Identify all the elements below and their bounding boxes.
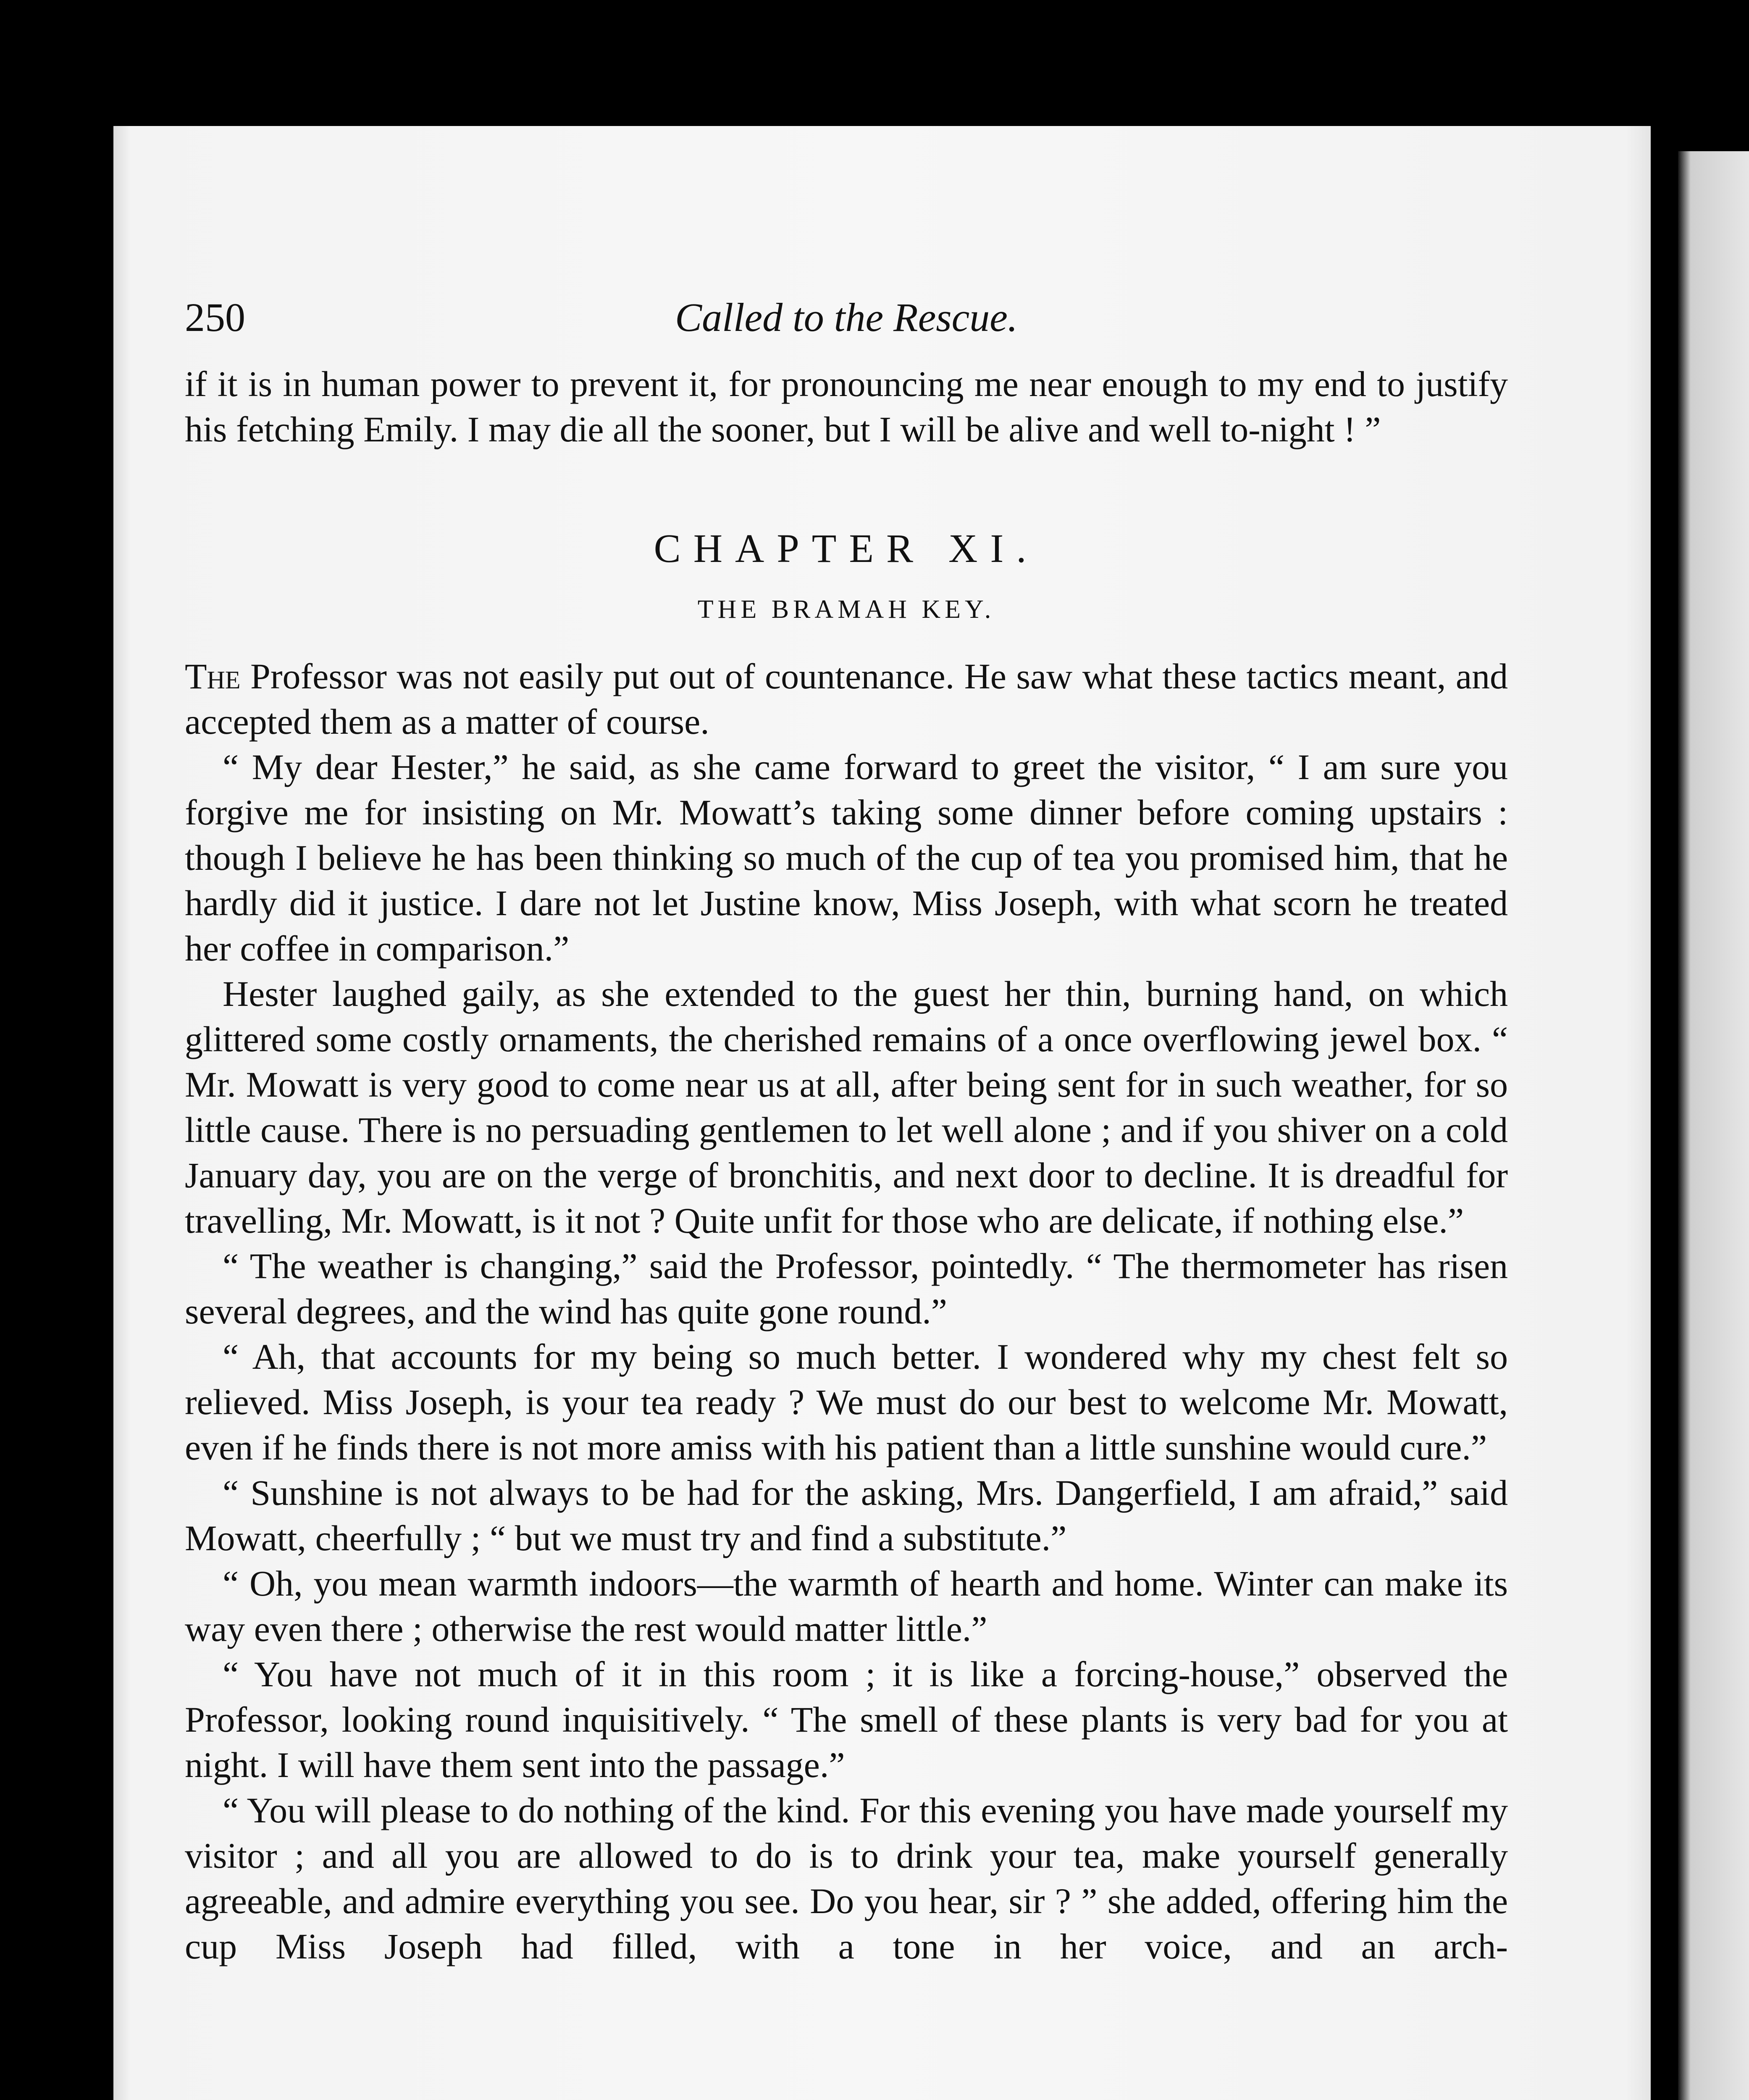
paragraph: “ You will please to do nothing of the kind. For this evening you have made yourself my visitor ; and all you are allowed to do is to drink your tea, make yourself generally agreeable, and admire everything you see. Do you hear, sir ? ” she added, offering him the cup Miss Joseph had filled, with a tone in her voice, and an arch- (185, 1790, 1508, 1966)
paragraph: “ You have not much of it in this room ; it is like a forcing-house,” observed the Professor, looking round inquisitively. “ The smell of these plants is very bad for you at night. I will have them sent into the passage.” (185, 1654, 1508, 1785)
paragraph: Hester laughed gaily, as she extended to the guest her thin, burning hand, on which glittered some costly ornaments, the cherished remains of a once overflowing jewel box. “ Mr. Mowatt is very good to come near us at all, after being sent for in such weather, for so little cause. There is no persuading gentlemen to let well alone ; and if you shiver on a cold January day, you are on the verge of bronchitis, and next door to decline. It is dreadful for travelling, Mr. Mowatt, is it not ? Quite unfit for those who are delicate, if nothing else.” (185, 974, 1508, 1241)
page-text (185, 294, 1508, 1969)
paragraph: “ Sunshine is not always to be had for the asking, Mrs. Dangerfield, I am afraid,” said Mowatt, cheerfully ; “ but we must try and find a substitute.” (185, 1473, 1508, 1558)
running-title: Called to the Rescue. (675, 295, 1018, 340)
paragraph-text: Professor was not easily put out of countenance. He saw what these tactics meant, and accepted them as a matter of course. (185, 656, 1508, 742)
opening-word: The (185, 656, 241, 696)
chapter-heading: CHAPTER XI. (654, 526, 1039, 571)
paragraph: “ Oh, you mean warmth indoors—the warmth of hearth and home. Winter can make its way even there ; otherwise the rest would matter little.” (185, 1563, 1508, 1649)
paragraph (185, 654, 1508, 744)
paragraph: “ The weather is changing,” said the Professor, pointedly. “ The thermometer has risen several degrees, and the wind has quite gone round.” (185, 1246, 1508, 1331)
page-number: 250 (185, 295, 245, 340)
paragraph: “ Ah, that accounts for my being so much better. I wondered why my chest felt so relieved. Miss Joseph, is your tea ready ? We must do our best to welcome Mr. Mowatt, even if he finds there is not more amiss with his patient than a little sunshine would cure.” (185, 1336, 1508, 1467)
paragraph: “ My dear Hester,” he said, as she came forward to greet the visitor, “ I am sure you forgive me for insisting on Mr. Mowatt’s taking some dinner before coming upstairs : though I believe he has been thinking so much of the cup of tea you promised him, that he hardly did it justice. I dare not let Justine know, Miss Joseph, with what scorn he treated her coffee in comparison.” (185, 747, 1508, 969)
chapter-subtitle: THE BRAMAH KEY. (697, 595, 995, 624)
next-page-edge (1678, 151, 1749, 2100)
continuation-paragraph: if it is in human power to prevent it, for pronouncing me near enough to my end to justify his fetching Emily. I may die all the sooner, but I will be alive and well to-night ! ” (185, 364, 1508, 449)
running-head (185, 294, 1508, 361)
